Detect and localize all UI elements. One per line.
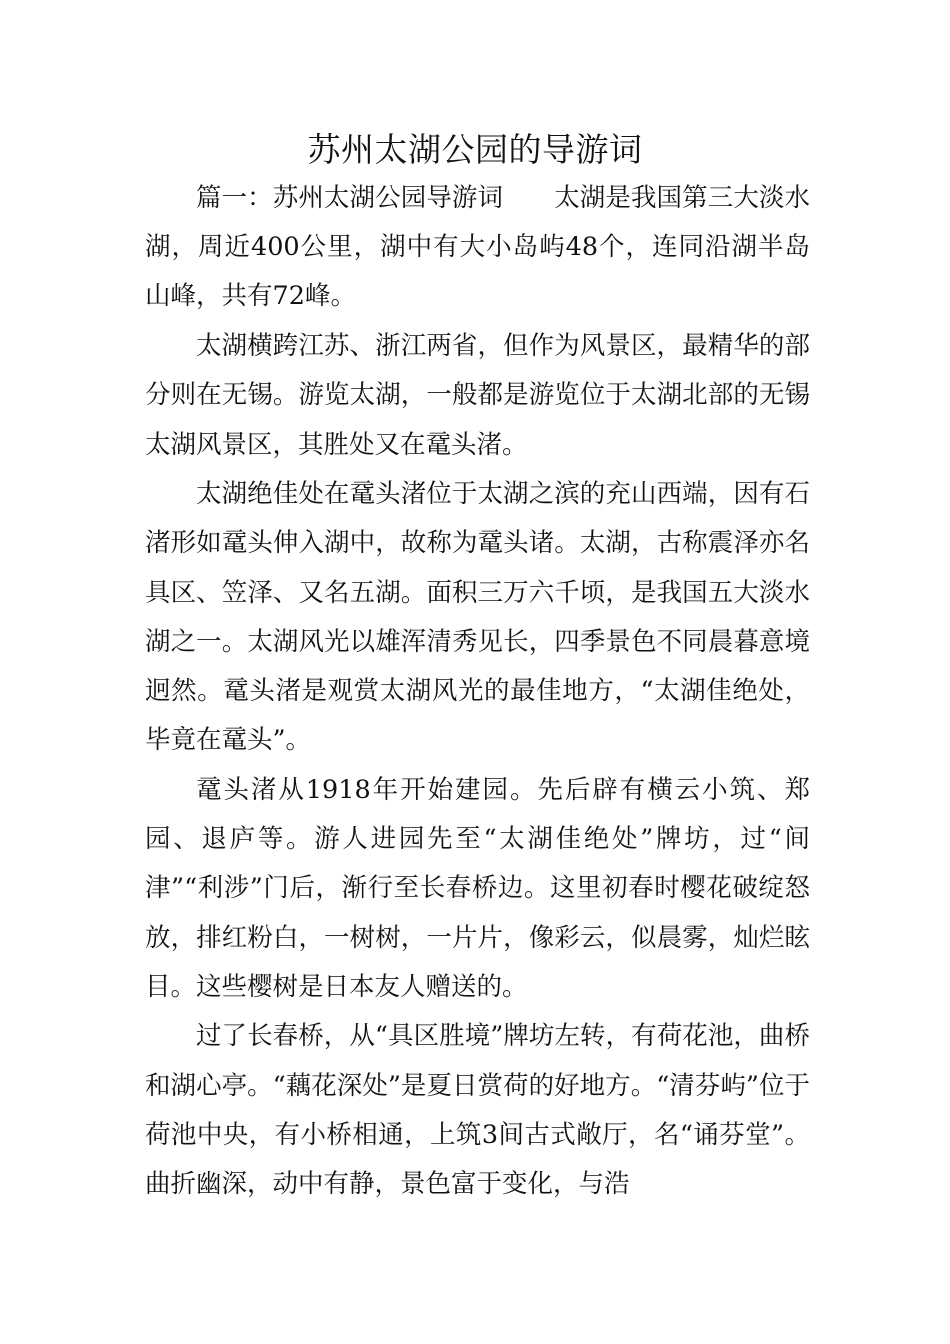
- document-title: 苏州太湖公园的导游词: [307, 130, 643, 169]
- paragraph-1: 篇一：苏州太湖公园导游词 太湖是我国第三大淡水湖，周近400公里，湖中有大小岛屿48个，连同沿湖半岛山峰，共有72峰。: [145, 183, 810, 312]
- paragraph-2: 太湖横跨江苏、浙江两省，但作为风景区，最精华的部分则在无锡。游览太湖，一般都是游览位于太湖北部的无锡太湖风景区，其胜处又在鼋头渚。: [145, 331, 810, 460]
- document-body: [145, 174, 810, 1210]
- paragraph-3: 太湖绝佳处在鼋头渚位于太湖之滨的充山西端，因有石渚形如鼋头伸入湖中，故称为鼋头诸。太湖，古称震泽亦名具区、笠泽、又名五湖。面积三万六千顷，是我国五大淡水湖之一。太湖风光以雄浑清秀见长，四季景色不同晨暮意境迥然。鼋头渚是观赏太湖风光的最佳地方，“太湖佳绝处，毕竟在鼋头”。: [145, 479, 810, 756]
- paragraph-5: 过了长春桥，从“具区胜境”牌坊左转，有荷花池，曲桥和湖心亭。“藕花深处”是夏日赏荷的好地方。“清芬屿”位于荷池中央，有小桥相通，上筑3间古式敞厅，名“诵芬堂”。曲折幽深，动中有静，景色富于变化，与浩: [145, 1021, 810, 1200]
- paragraph-4: 鼋头渚从1918年开始建园。先后辟有横云小筑、郑园、退庐等。游人进园先至“太湖佳绝处”牌坊，过“间津”“利涉”门后，渐行至长春桥边。这里初春时樱花破绽怒放，排红粉白，一树树，一片片，像彩云，似晨雾，灿烂眩目。这些樱树是日本友人赠送的。: [145, 774, 810, 1002]
